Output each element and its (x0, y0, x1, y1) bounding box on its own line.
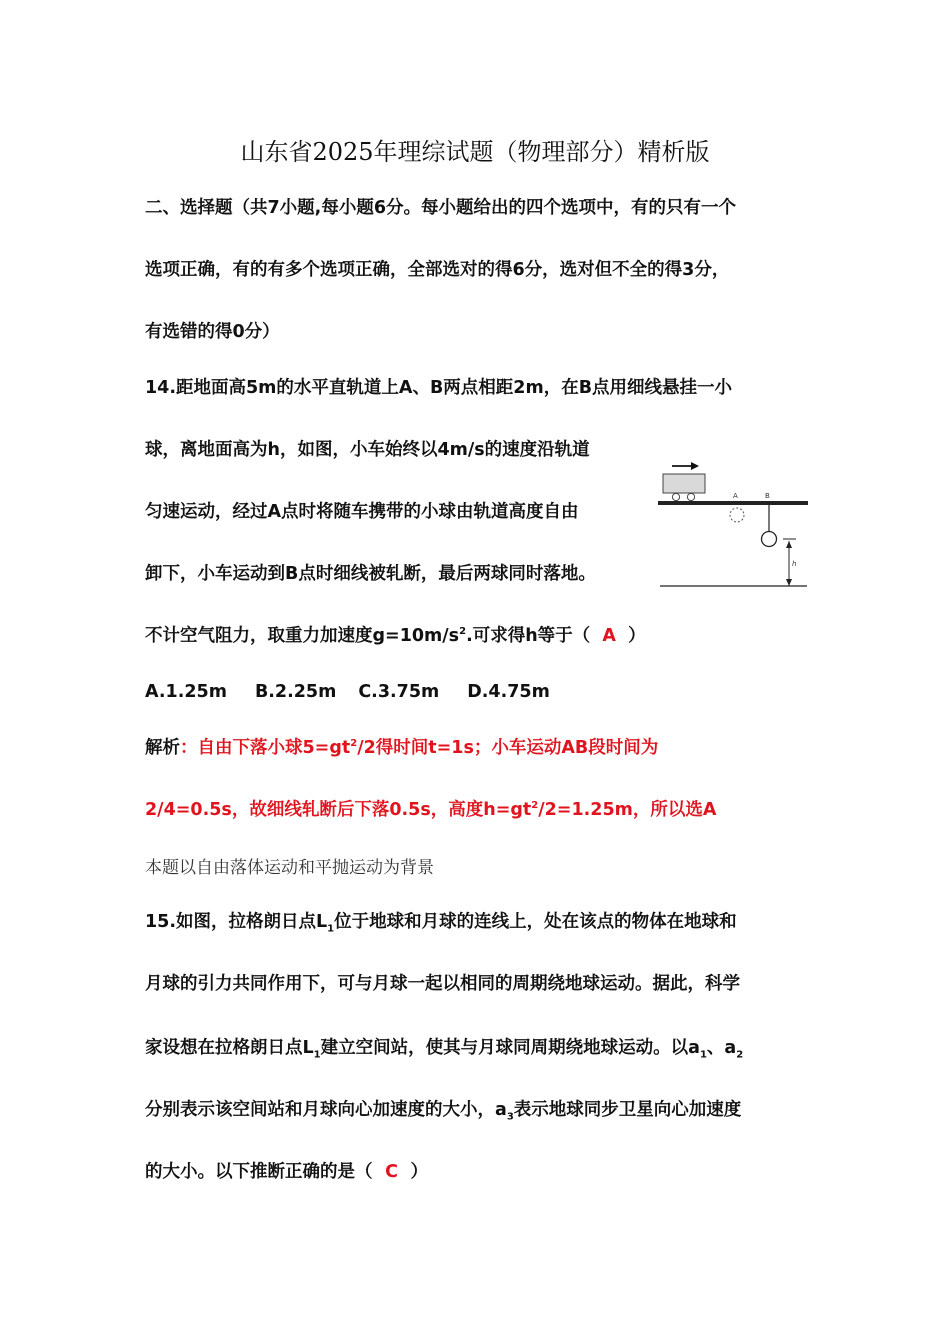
dropped-ball (730, 508, 744, 522)
section-heading-line-1: 二、选择题（共7小题,每小题6分。每小题给出的四个选项中，有的只有一个 (145, 198, 736, 218)
q15-sub-3c: 2 (736, 1049, 744, 1061)
q14-line-5-text-b: .可求得h等于（ (466, 626, 591, 646)
height-arrow-up (786, 541, 792, 548)
analysis-text-1b: /2得时间t=1s；小车运动AB段时间为 (357, 738, 659, 758)
q15-line-5-text: 的大小。以下推断正确的是（ (145, 1162, 373, 1182)
q14-answer: A (602, 626, 616, 646)
section-heading-line-3: 有选错的得0分） (145, 322, 280, 342)
q15-sub-1: 1 (327, 923, 335, 935)
figure-label-b: B (765, 492, 770, 500)
q14-superscript: 2 (459, 626, 467, 638)
q14-analysis-line-1 (145, 734, 658, 762)
cart-arrow-head (691, 462, 699, 470)
q15-line-3a: 家设想在拉格朗日点L (145, 1038, 314, 1058)
height-arrow-down (786, 579, 792, 586)
q14-line-3: 匀速运动，经过A点时将随车携带的小球由轨道高度自由 (145, 502, 579, 522)
q15-line-5 (145, 1158, 428, 1186)
q14-close-paren: ） (628, 626, 646, 646)
q15-line-3 (145, 1034, 743, 1062)
cart-wheel-left (672, 493, 679, 500)
analysis-text-2b: /2=1.25m，所以选A (538, 800, 717, 820)
q15-line-4a: 分别表示该空间站和月球向心加速度的大小，a (145, 1100, 507, 1120)
analysis-sup-1: 2 (350, 738, 358, 750)
q14-options (145, 678, 578, 706)
q14-note: 本题以自由落体运动和平抛运动为背景 (145, 858, 434, 878)
q14-line-5 (145, 622, 646, 650)
q15-sub-3: 1 (313, 1049, 321, 1061)
q15-line-3c: 、a (706, 1038, 737, 1058)
q14-option-c: C.3.75m (358, 682, 440, 702)
hanging-ball (762, 532, 777, 547)
q15-sub-3b: 1 (699, 1049, 707, 1061)
q15-close-paren: ） (410, 1162, 428, 1182)
analysis-sup-2: 2 (531, 800, 539, 812)
q15-line-1b: 位于地球和月球的连线上，处在该点的物体在地球和 (334, 912, 737, 932)
q15-line-1 (145, 908, 737, 936)
q15-line-3b: 建立空间站，使其与月球同周期绕地球运动。以a (320, 1038, 700, 1058)
analysis-text-1a: ：自由下落小球5=gt (180, 738, 351, 758)
q14-option-d: D.4.75m (467, 682, 550, 702)
track (658, 501, 808, 505)
q15-sub-4: 3 (506, 1111, 514, 1123)
cart-wheel-right (687, 493, 694, 500)
q14-option-a: A.1.25m (145, 682, 227, 702)
q14-analysis-line-2 (145, 796, 716, 824)
analysis-text-2a: 2/4=0.5s，故细线轧断后下落0.5s，高度h=gt (145, 800, 532, 820)
figure-label-a: A (733, 492, 738, 500)
q14-line-2: 球，离地面高为h，如图，小车始终以4m/s的速度沿轨道 (145, 440, 590, 460)
q14-line-1: 14.距地面高5m的水平直轨道上A、B两点相距2m，在B点用细线悬挂一小 (145, 378, 733, 398)
q15-answer: C (385, 1162, 398, 1182)
q14-option-b: B.2.25m (254, 682, 337, 702)
analysis-label: 解析 (145, 738, 180, 758)
q15-line-4b: 表示地球同步卫星向心加速度 (513, 1100, 742, 1120)
q14-figure (655, 455, 810, 595)
q15-line-4 (145, 1096, 741, 1124)
q14-line-4: 卸下，小车运动到B点时细线被轧断，最后两球同时落地。 (145, 564, 596, 584)
q15-line-2: 月球的引力共同作用下，可与月球一起以相同的周期绕地球运动。据此，科学 (145, 974, 740, 994)
cart-body (663, 474, 705, 493)
section-heading-line-2: 选项正确，有的有多个选项正确，全部选对的得6分，选对但不全的得3分， (145, 260, 730, 280)
q14-line-5-text: 不计空气阻力，取重力加速度g=10m/s (145, 626, 460, 646)
page-title: 山东省2025年理综试题（物理部分）精析版 (240, 138, 710, 166)
figure-label-h: h (792, 560, 797, 568)
q15-line-1a: 15.如图，拉格朗日点L (145, 912, 328, 932)
